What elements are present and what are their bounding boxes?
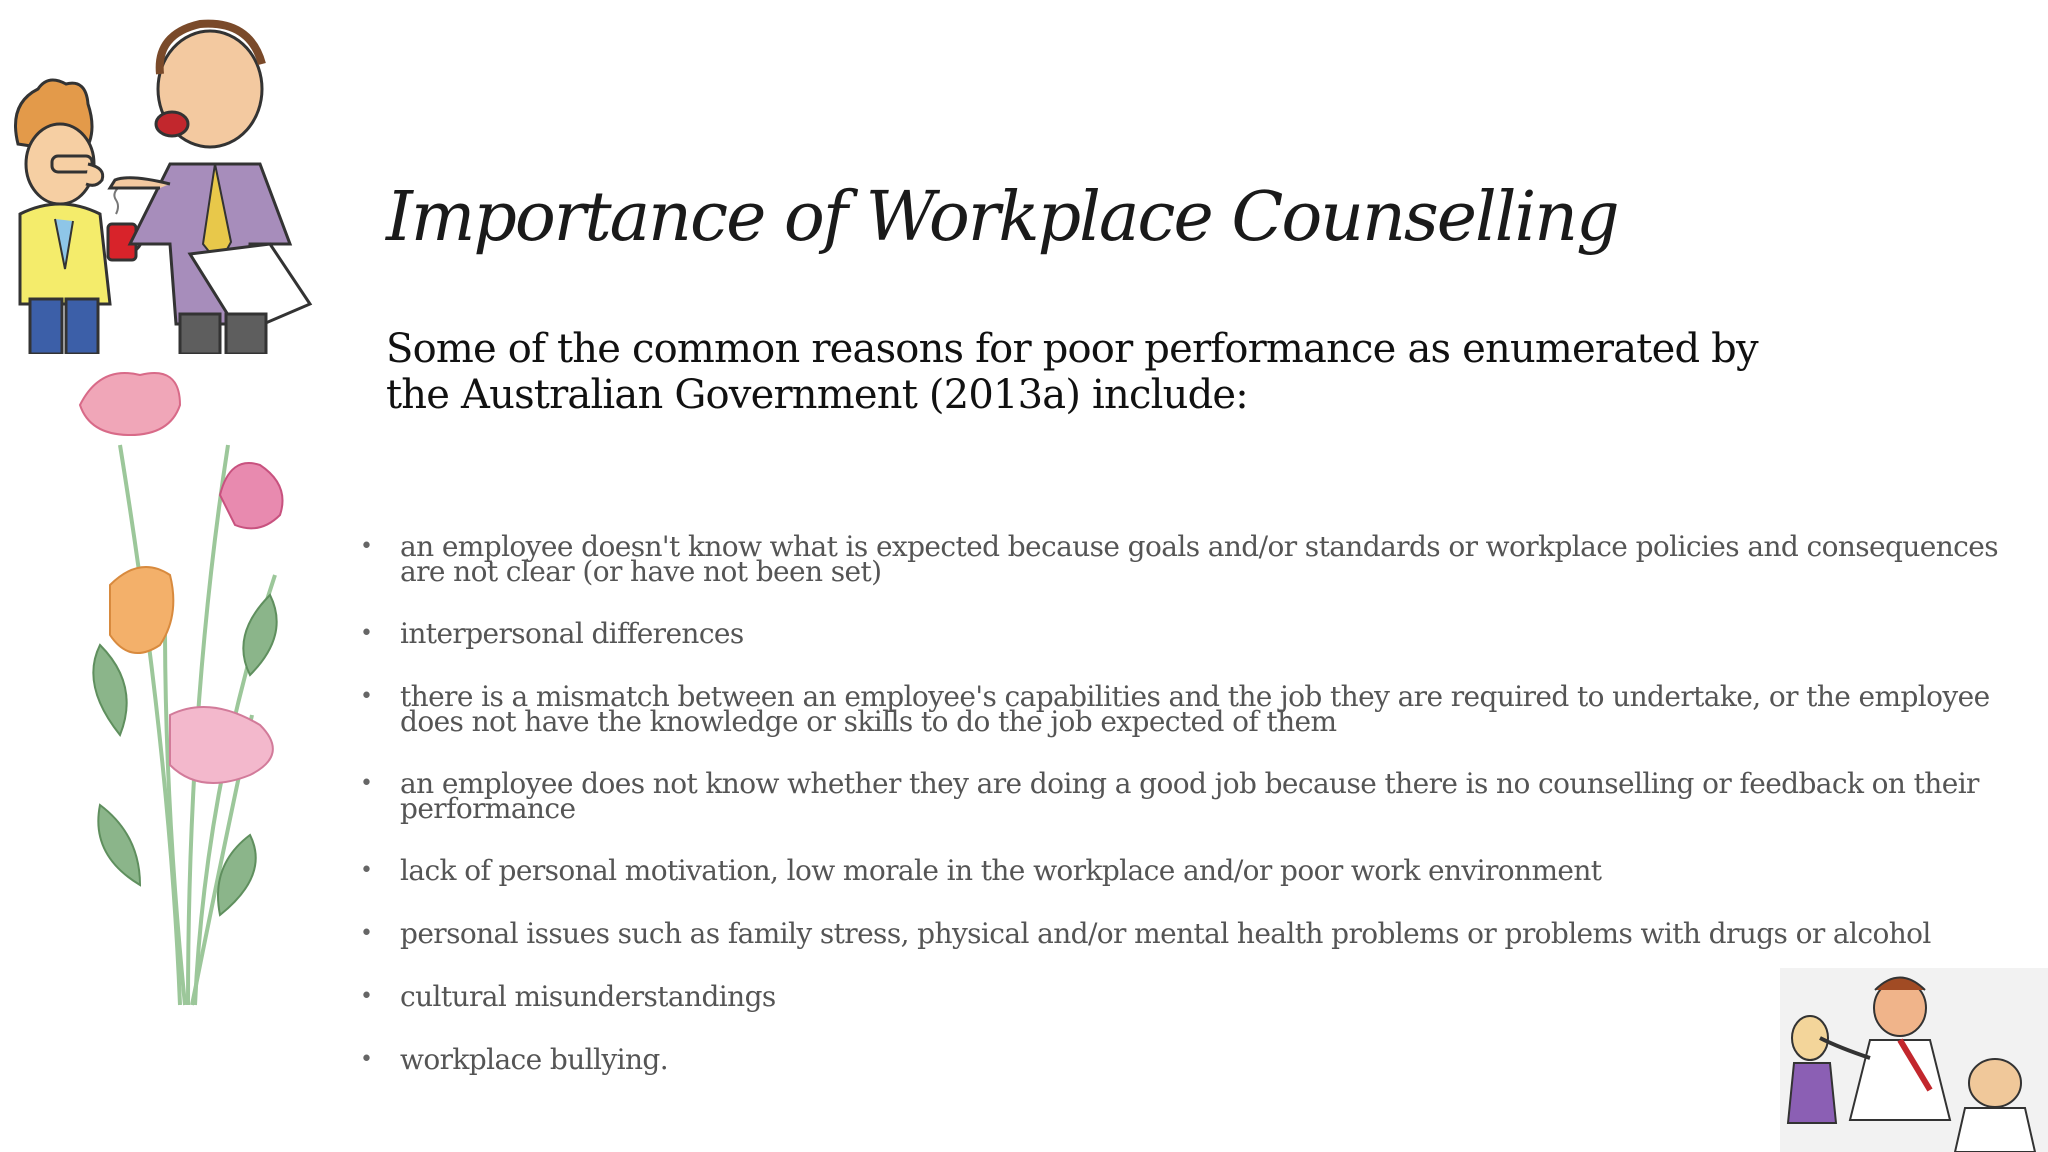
- reason-list-item: • personal issues such as family stress, physical and/or mental health problems or problems with drugs or alcohol: [360, 921, 2000, 959]
- reason-list-item: • interpersonal differences: [360, 621, 2000, 659]
- flower-bouquet-illustration: [70, 345, 320, 1015]
- intro-paragraph: Some of the common reasons for poor performance as enumerated by the Australian Government (2013a) include:: [386, 326, 1758, 418]
- reason-list-item: • an employee does not know whether they are doing a good job because there is no counselling or feedback on their performance: [360, 771, 2000, 833]
- left-man-figure: [16, 80, 143, 354]
- reason-list-item: • cultural misunderstandings: [360, 984, 2000, 1022]
- slide-title: Importance of Workplace Counselling: [386, 178, 1618, 257]
- arguing-coworkers-cartoon: [0, 14, 320, 354]
- reasons-list: [360, 530, 2000, 1110]
- reason-list-item: • there is a mismatch between an employee's capabilities and the job they are required to undertake, or the employee does not have the knowledge or skills to do the job expected of them: [360, 684, 2000, 746]
- right-man-figure: [110, 24, 310, 354]
- reason-list-item: • workplace bullying.: [360, 1047, 2000, 1085]
- reason-list-item: • lack of personal motivation, low morale in the workplace and/or poor work environment: [360, 858, 2000, 896]
- reason-list-item: • an employee doesn't know what is expected because goals and/or standards or workplace policies and consequences are not clear (or have not been set): [360, 534, 2000, 596]
